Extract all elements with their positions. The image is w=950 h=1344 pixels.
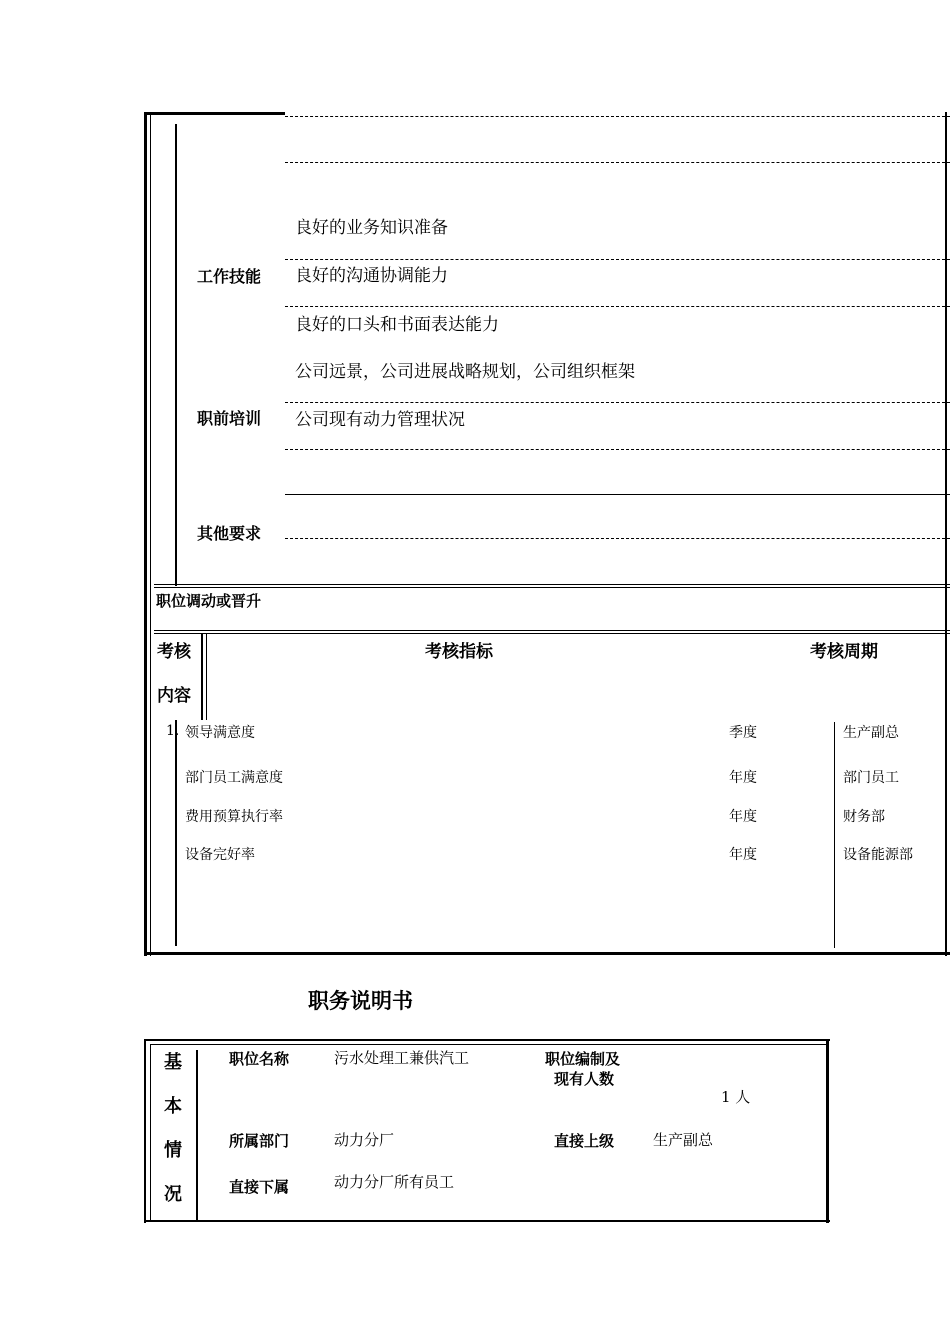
section-char: 情 [164, 1140, 182, 1161]
table-bottom-border [144, 952, 950, 955]
table-right-border [945, 112, 947, 956]
assessor-cell: 财务部 [843, 809, 885, 825]
work-skills-label: 工作技能 [197, 267, 262, 286]
dashed-line [285, 259, 950, 260]
row-line [154, 633, 950, 634]
page-title: 职务说明书 [308, 989, 413, 1013]
section-char: 本 [164, 1096, 182, 1117]
headcount-value: 1 人 [721, 1088, 751, 1106]
table-top-border-inner [150, 1044, 826, 1045]
dashed-line [285, 538, 950, 539]
work-skill-item: 良好的业务知识准备 [295, 218, 448, 238]
position-name-label: 职位名称 [229, 1050, 290, 1068]
indicator-header: 考核指标 [425, 642, 493, 662]
table-left-border-inner [150, 112, 151, 956]
label-column-divider [175, 124, 177, 586]
indicator-cell: 部门员工满意度 [185, 770, 283, 786]
table-top-border [144, 1039, 830, 1041]
section-char: 基 [164, 1052, 182, 1073]
row-number: 1. [166, 723, 180, 739]
subordinates-label: 直接下属 [229, 1178, 290, 1196]
supervisor-label: 直接上级 [554, 1132, 615, 1150]
pre-job-training-label: 职前培训 [197, 409, 262, 428]
department-label: 所属部门 [229, 1132, 290, 1150]
row-line [154, 630, 950, 631]
assess-left-divider [175, 720, 177, 946]
dashed-line [285, 402, 950, 403]
indicator-cell: 费用预算执行率 [185, 809, 283, 825]
table-bottom-border [144, 1220, 830, 1222]
table-left-border [144, 112, 147, 956]
assessor-cell: 部门员工 [843, 770, 899, 786]
table-right-border [826, 1039, 829, 1223]
headcount-label-1: 职位编制及 [545, 1050, 621, 1068]
position-name-value: 污水处理工兼供汽工 [334, 1049, 470, 1067]
subordinates-value: 动力分厂所有员工 [334, 1173, 455, 1191]
period-cell: 年度 [729, 770, 757, 786]
period-cell: 年度 [729, 809, 757, 825]
period-cell: 年度 [729, 847, 757, 863]
table-top-border [144, 112, 285, 115]
headcount-label-2: 现有人数 [554, 1070, 615, 1088]
indicator-cell: 领导满意度 [185, 725, 255, 741]
work-skill-item: 良好的口头和书面表达能力 [295, 315, 499, 335]
work-skill-item: 良好的沟通协调能力 [295, 266, 448, 286]
table-left-border [144, 1039, 146, 1223]
assess-content-label-1: 考核 [157, 642, 191, 662]
period-header: 考核周期 [810, 642, 878, 662]
section-char: 况 [164, 1184, 182, 1205]
department-value: 动力分厂 [334, 1131, 395, 1149]
solid-row-line [285, 494, 950, 495]
period-cell: 季度 [729, 725, 757, 741]
supervisor-value: 生产副总 [653, 1131, 714, 1149]
other-requirements-label: 其他要求 [197, 524, 262, 543]
dashed-line [285, 449, 950, 450]
dashed-line [285, 162, 950, 163]
transfer-label: 职位调动或晋升 [156, 592, 262, 610]
training-item: 公司远景，公司进展战略规划，公司组织框架 [295, 362, 635, 382]
dashed-line [285, 306, 950, 307]
dashed-line [285, 116, 950, 117]
assessor-column-divider [834, 722, 835, 948]
row-line [154, 587, 950, 588]
section-divider [196, 1050, 198, 1220]
table-left-border-inner [150, 1044, 151, 1220]
assess-header-divider-inner [206, 634, 207, 720]
assess-header-divider [201, 634, 203, 720]
assessor-cell: 设备能源部 [843, 847, 913, 863]
training-item: 公司现有动力管理状况 [295, 410, 465, 430]
row-line [154, 584, 950, 585]
assess-content-label-2: 内容 [157, 686, 191, 706]
indicator-cell: 设备完好率 [185, 847, 255, 863]
assessor-cell: 生产副总 [843, 725, 899, 741]
